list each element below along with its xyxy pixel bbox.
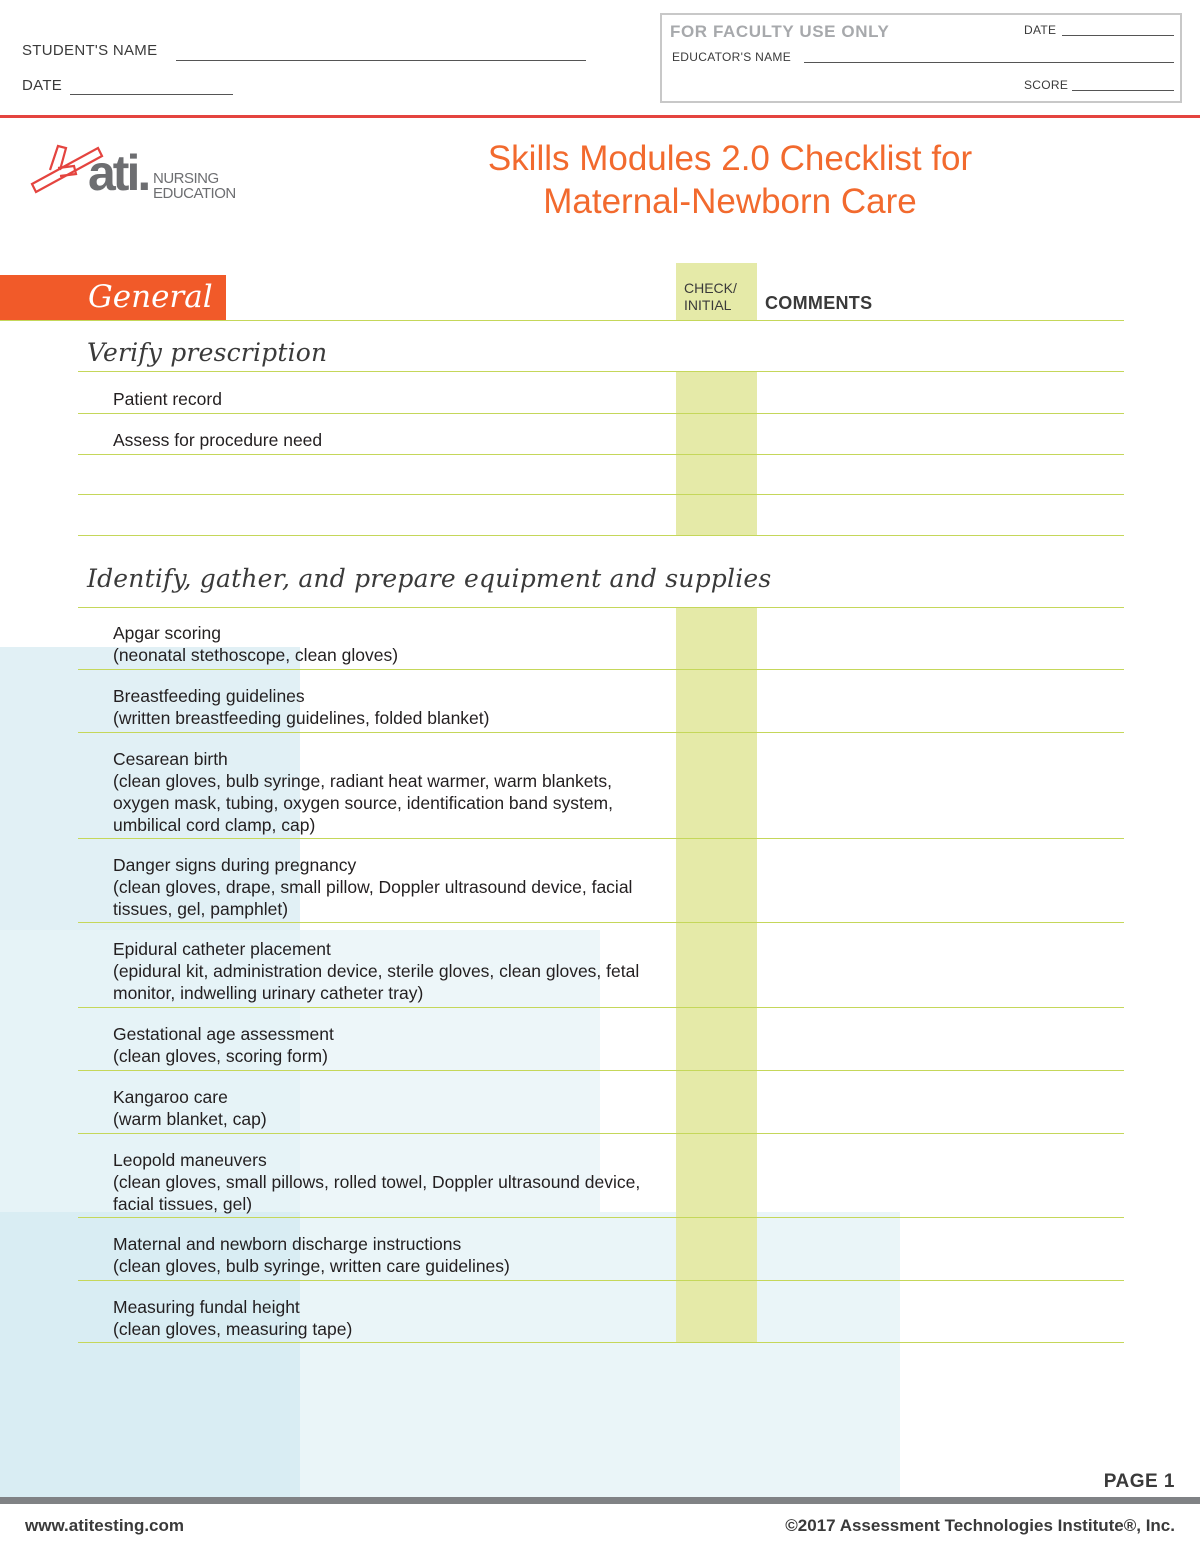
section-tab-general	[0, 275, 226, 321]
logo-education: EDUCATION	[153, 185, 236, 202]
check-label: CHECK/	[684, 280, 737, 296]
item-title: Danger signs during pregnancy	[113, 855, 357, 875]
item-title: Kangaroo care	[113, 1087, 228, 1107]
check-initial-header	[676, 263, 757, 321]
list-item	[113, 622, 673, 666]
title-line-2: Maternal-Newborn Care	[543, 182, 917, 221]
item-detail: (written breastfeeding guidelines, folded blanket)	[113, 708, 490, 728]
faculty-box	[660, 13, 1182, 103]
list-item	[113, 1296, 673, 1340]
date-label: DATE	[22, 77, 63, 94]
student-name-label: STUDENT'S NAME	[22, 42, 158, 59]
verify-heading: Verify prescription	[87, 338, 328, 367]
row-divider	[78, 922, 1124, 923]
list-item	[113, 1149, 673, 1215]
list-item	[113, 1023, 673, 1067]
score-label: SCORE	[1024, 78, 1069, 92]
item-title: Gestational age assessment	[113, 1024, 334, 1044]
item-title: Measuring fundal height	[113, 1297, 300, 1317]
row-divider	[78, 494, 1124, 495]
faculty-date-label: DATE	[1024, 23, 1057, 37]
item-title: Cesarean birth	[113, 749, 228, 769]
footer-rule	[0, 1497, 1200, 1504]
item-detail: (neonatal stethoscope, clean gloves)	[113, 645, 399, 665]
faculty-title: FOR FACULTY USE ONLY	[670, 22, 890, 41]
item-detail: (clean gloves, small pillows, rolled towel, Doppler ultrasound device, facial tissues, gel)	[113, 1172, 641, 1214]
item-title: Apgar scoring	[113, 623, 221, 643]
row-divider	[78, 535, 1124, 536]
date-field[interactable]	[70, 94, 233, 95]
equipment-heading: Identify, gather, and prepare equipment and supplies	[87, 564, 772, 593]
list-item	[113, 938, 673, 1004]
table-header-rule	[0, 320, 1124, 321]
list-item: Patient record	[113, 389, 222, 409]
section-title: General	[88, 279, 213, 315]
item-detail: (clean gloves, measuring tape)	[113, 1319, 353, 1339]
student-name-field[interactable]	[176, 60, 586, 61]
row-divider	[78, 1342, 1124, 1343]
website-link[interactable]: www.atitesting.com	[25, 1516, 185, 1535]
item-detail: (clean gloves, drape, small pillow, Doppler ultrasound device, facial tissues, gel, pamphlet)	[113, 877, 633, 919]
initial-label: INITIAL	[684, 297, 732, 313]
row-divider	[78, 669, 1124, 670]
item-title: Breastfeeding guidelines	[113, 686, 305, 706]
document-title	[390, 137, 1070, 223]
ati-logo	[28, 140, 258, 210]
comments-header: COMMENTS	[765, 293, 873, 313]
row-divider	[78, 1007, 1124, 1008]
item-detail: (epidural kit, administration device, sterile gloves, clean gloves, fetal monitor, indwelling urinary catheter tray)	[113, 961, 640, 1003]
item-title: Leopold maneuvers	[113, 1150, 267, 1170]
row-divider	[78, 454, 1124, 455]
check-initial-label	[684, 280, 737, 314]
logo-wordmark: ati.	[88, 145, 149, 201]
educator-name-label: EDUCATOR'S NAME	[672, 50, 792, 64]
logo-nursing: NURSING	[153, 170, 219, 187]
item-detail: (warm blanket, cap)	[113, 1109, 267, 1129]
item-title: Maternal and newborn discharge instructions	[113, 1234, 462, 1254]
row-divider	[78, 1133, 1124, 1134]
score-field[interactable]	[1072, 90, 1174, 91]
faculty-date-field[interactable]	[1062, 35, 1174, 36]
row-divider	[78, 413, 1124, 414]
row-divider	[78, 371, 1124, 372]
list-item	[113, 1233, 673, 1277]
educator-name-field[interactable]	[804, 62, 1174, 63]
item-detail: (clean gloves, bulb syringe, written care guidelines)	[113, 1256, 510, 1276]
row-divider	[78, 1217, 1124, 1218]
list-item	[113, 1086, 673, 1130]
list-item	[113, 854, 673, 920]
item-detail: (clean gloves, scoring form)	[113, 1046, 328, 1066]
row-divider	[78, 732, 1124, 733]
title-line-1: Skills Modules 2.0 Checklist for	[487, 139, 973, 178]
item-detail: (clean gloves, bulb syringe, radiant heat warmer, warm blankets, oxygen mask, tubing, oxygen source, identification band system, umbilical cord clamp, cap)	[113, 771, 613, 835]
list-item: Assess for procedure need	[113, 430, 323, 450]
item-title: Epidural catheter placement	[113, 939, 331, 959]
list-item	[113, 748, 673, 836]
row-divider	[78, 1280, 1124, 1281]
row-divider	[78, 607, 1124, 608]
header-rule	[0, 115, 1200, 118]
row-divider	[78, 838, 1124, 839]
list-item	[113, 685, 673, 729]
row-divider	[78, 1070, 1124, 1071]
copyright-notice: ©2017 Assessment Technologies Institute®, Inc.	[785, 1516, 1175, 1535]
page-number: PAGE 1	[1103, 1471, 1175, 1492]
